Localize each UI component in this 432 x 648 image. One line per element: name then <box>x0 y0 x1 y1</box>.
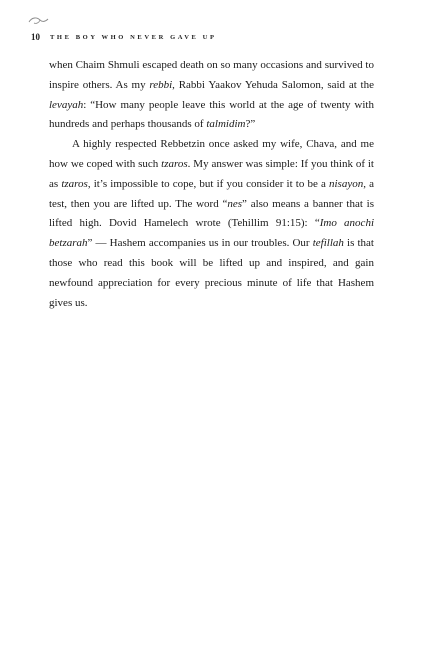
text-run: : “How many people leave this world at the age of twenty with hundreds and perhaps thousands of <box>49 98 374 131</box>
ornament-flourish-icon <box>28 15 50 25</box>
running-head <box>31 29 391 45</box>
paragraph <box>49 56 374 135</box>
book-title-header: THE BOY WHO NEVER GAVE UP <box>50 33 217 41</box>
text-run: ?” <box>245 118 256 131</box>
text-run: A highly respected Rebbetzin once asked my wife, Chava, and me how we coped with such <box>49 138 374 170</box>
italic-term: nisayon <box>329 177 364 190</box>
text-run: when Chaim Shmuli escaped death on so many occasions and survived to inspire others. As my <box>49 59 374 91</box>
text-run: is that those who read this book will be lifted up and inspired, and gain newfound appreciation for every precious minute of life that Hashem gives us. <box>49 237 374 309</box>
body-text <box>49 56 374 313</box>
text-run: . My answer was simple: If you think of it as <box>49 157 374 190</box>
page-number: 10 <box>31 32 40 42</box>
italic-term: tzaros <box>61 177 88 190</box>
paragraph <box>49 135 374 313</box>
text-run: ” — Hashem accompanies us in our troubles. Our <box>87 237 313 250</box>
italic-term: Imo anochi betzarah <box>49 217 374 250</box>
italic-term: tefillah <box>312 237 344 250</box>
text-run: ” also means a banner that is lifted high. Dovid Hamelech wrote (Tehillim 91:15): “ <box>49 197 374 230</box>
text-run: , a test, then you are lifted up. The word “ <box>49 177 375 210</box>
italic-term: rebbi <box>149 78 173 91</box>
text-run: , Rabbi Yaakov Yehuda Salomon, said at the <box>172 78 374 91</box>
italic-term: levayah <box>49 98 84 111</box>
text-run: , it’s impossible to cope, but if you consider it to be a <box>87 177 329 190</box>
italic-term: talmidim <box>206 118 246 131</box>
italic-term: nes <box>227 197 243 210</box>
italic-term: tzaros <box>161 157 188 170</box>
